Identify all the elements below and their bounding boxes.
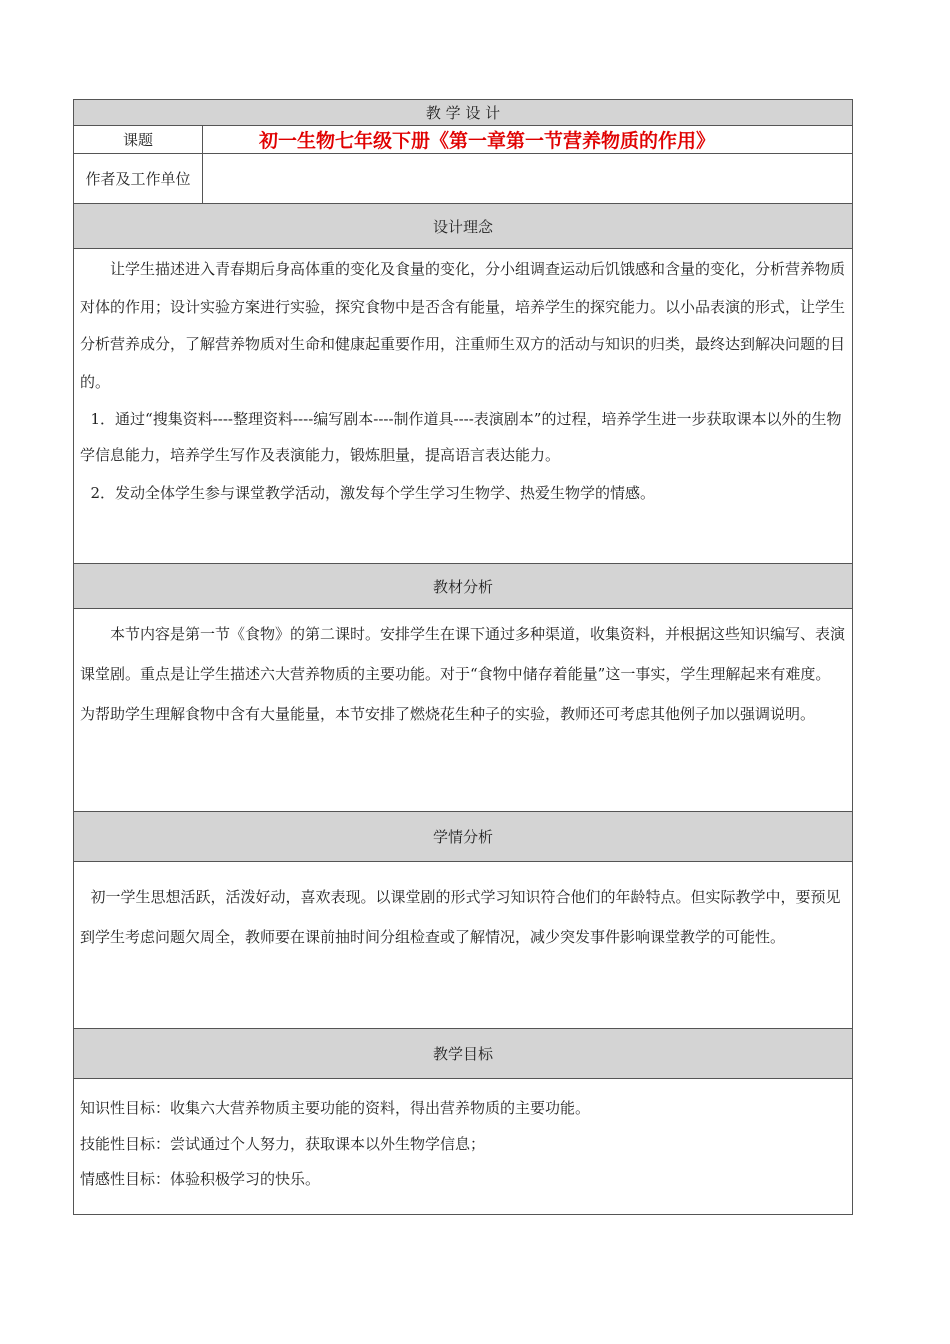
doc-header: 教 学 设 计 [74, 100, 853, 126]
design-concept-heading: 设计理念 [74, 204, 853, 249]
design-concept-point-2: 2．发动全体学生参与课堂教学活动，激发每个学生学习生物学、热爱生物学的情感。 [90, 484, 656, 502]
student-analysis-heading: 学情分析 [74, 812, 853, 862]
material-analysis-body [74, 609, 853, 812]
material-analysis-heading: 教材分析 [74, 564, 853, 609]
goal-emotion: 情感性目标：体验积极学习的快乐。 [80, 1170, 321, 1188]
design-concept-paragraph: 让学生描述进入青春期后身高体重的变化及食量的变化，分小组调查运动后饥饿感和含量的变化，分析营养物质对体的作用；设计实验方案进行实验，探究食物中是否含有能量，培养学生的探究能力。以小品表演的形式，让学生分析营养成分，了解营养物质对生命和健康起重要作用，注重师生双方的活动与知识的归类，最终达到解决问题的目的。 [80, 260, 846, 391]
topic-value: 初一生物七年级下册《第一章第一节营养物质的作用》 [203, 126, 853, 154]
design-concept-body [74, 249, 853, 564]
teaching-goals-body [74, 1079, 853, 1215]
material-analysis-paragraph: 本节内容是第一节《食物》的第二课时。安排学生在课下通过多种渠道，收集资料，并根据这些知识编写、表演课堂剧。重点是让学生描述六大营养物质的主要功能。对于“食物中储存着能量”这一事实，学生理解起来有难度。 为帮助学生理解食物中含有大量能量，本节安排了燃烧花生种子的实验，教师还可考虑其他例子加以强调说明。 [80, 625, 846, 723]
goal-knowledge: 知识性目标：收集六大营养物质主要功能的资料，得出营养物质的主要功能。 [80, 1099, 591, 1117]
topic-label: 课题 [74, 126, 203, 154]
lesson-plan-table [73, 99, 853, 1215]
author-value [203, 154, 853, 204]
design-concept-point-1: 1．通过“搜集资料----整理资料----编写剧本----制作道具----表演剧本”的过程，培养学生进一步获取课本以外的生物学信息能力，培养学生写作及表演能力，锻炼胆量，提高语言表达能力。 [80, 410, 842, 464]
author-label: 作者及工作单位 [74, 154, 203, 204]
student-analysis-paragraph: 初一学生思想活跃，活泼好动，喜欢表现。以课堂剧的形式学习知识符合他们的年龄特点。但实际教学中，要预见到学生考虑问题欠周全，教师要在课前抽时间分组检查或了解情况，减少突发事件影响课堂教学的可能性。 [80, 888, 841, 946]
goal-skill: 技能性目标：尝试通过个人努力，获取课本以外生物学信息； [80, 1134, 486, 1153]
teaching-goals-heading: 教学目标 [74, 1029, 853, 1079]
student-analysis-body [74, 862, 853, 1029]
